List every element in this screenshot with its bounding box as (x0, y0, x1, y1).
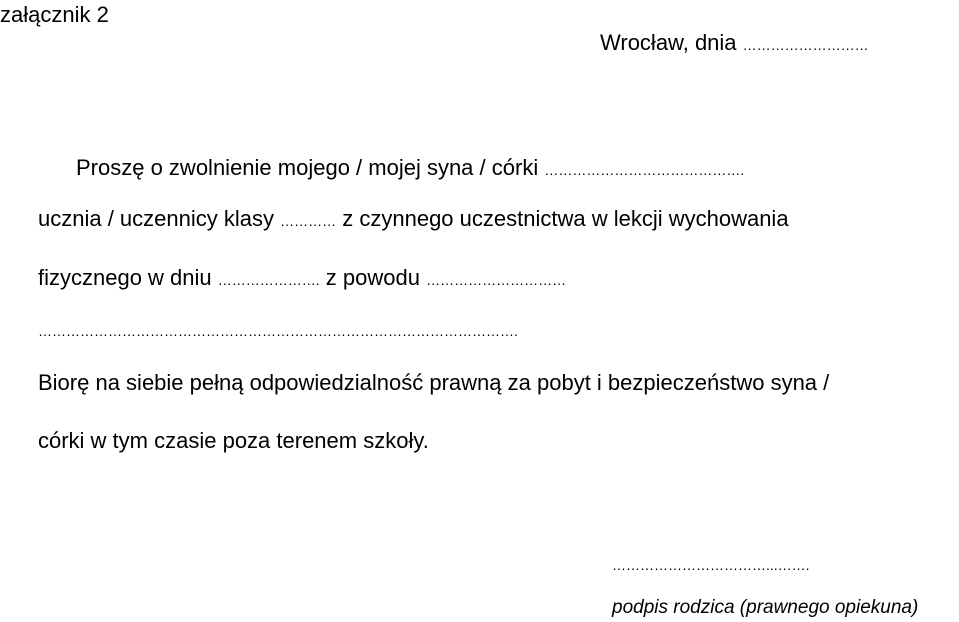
responsibility-line-1-text: Biorę na siebie pełną odpowiedzialność prawną za pobyt i bezpieczeństwo syna / (38, 370, 830, 395)
place-date-dots: ……………………… (742, 37, 869, 53)
attachment-label-text: załącznik 2 (0, 2, 109, 27)
request-line-2-text-b: z czynnego uczestnictwa w lekcji wychowania (342, 206, 789, 231)
request-line-3-text-b: z powodu (325, 265, 420, 290)
signature-dots: ……………………………...……. (612, 557, 810, 573)
signature-caption (612, 595, 918, 621)
class-dots: ………… (280, 213, 337, 229)
responsibility-line-1 (38, 370, 829, 396)
place-date-text: Wrocław, dnia (600, 30, 737, 55)
signature-dots-line (612, 550, 810, 578)
request-line-2 (38, 206, 789, 234)
request-line-1-text: Proszę o zwolnienie mojego / mojej syna / córki (76, 155, 539, 180)
responsibility-line-2 (38, 428, 429, 454)
request-line-2-text-a: ucznia / uczennicy klasy (38, 206, 274, 231)
attachment-label (0, 2, 109, 28)
child-name-dots: ……………………………………. (544, 162, 745, 178)
signature-caption-text: podpis rodzica (prawnego opiekuna) (612, 597, 919, 618)
request-line-3-text-a: fizycznego w dniu (38, 265, 212, 290)
responsibility-line-2-text: córki w tym czasie poza terenem szkoły. (38, 428, 429, 453)
request-line-4 (38, 316, 518, 344)
date-dots: …………………. (217, 272, 320, 288)
place-date-line (600, 30, 869, 58)
reason-dots: ………………………… (426, 272, 567, 288)
reason-continuation-dots: …………………………………………………………………………………………. (38, 323, 518, 339)
request-line-1 (76, 155, 744, 183)
request-line-3 (38, 265, 566, 293)
